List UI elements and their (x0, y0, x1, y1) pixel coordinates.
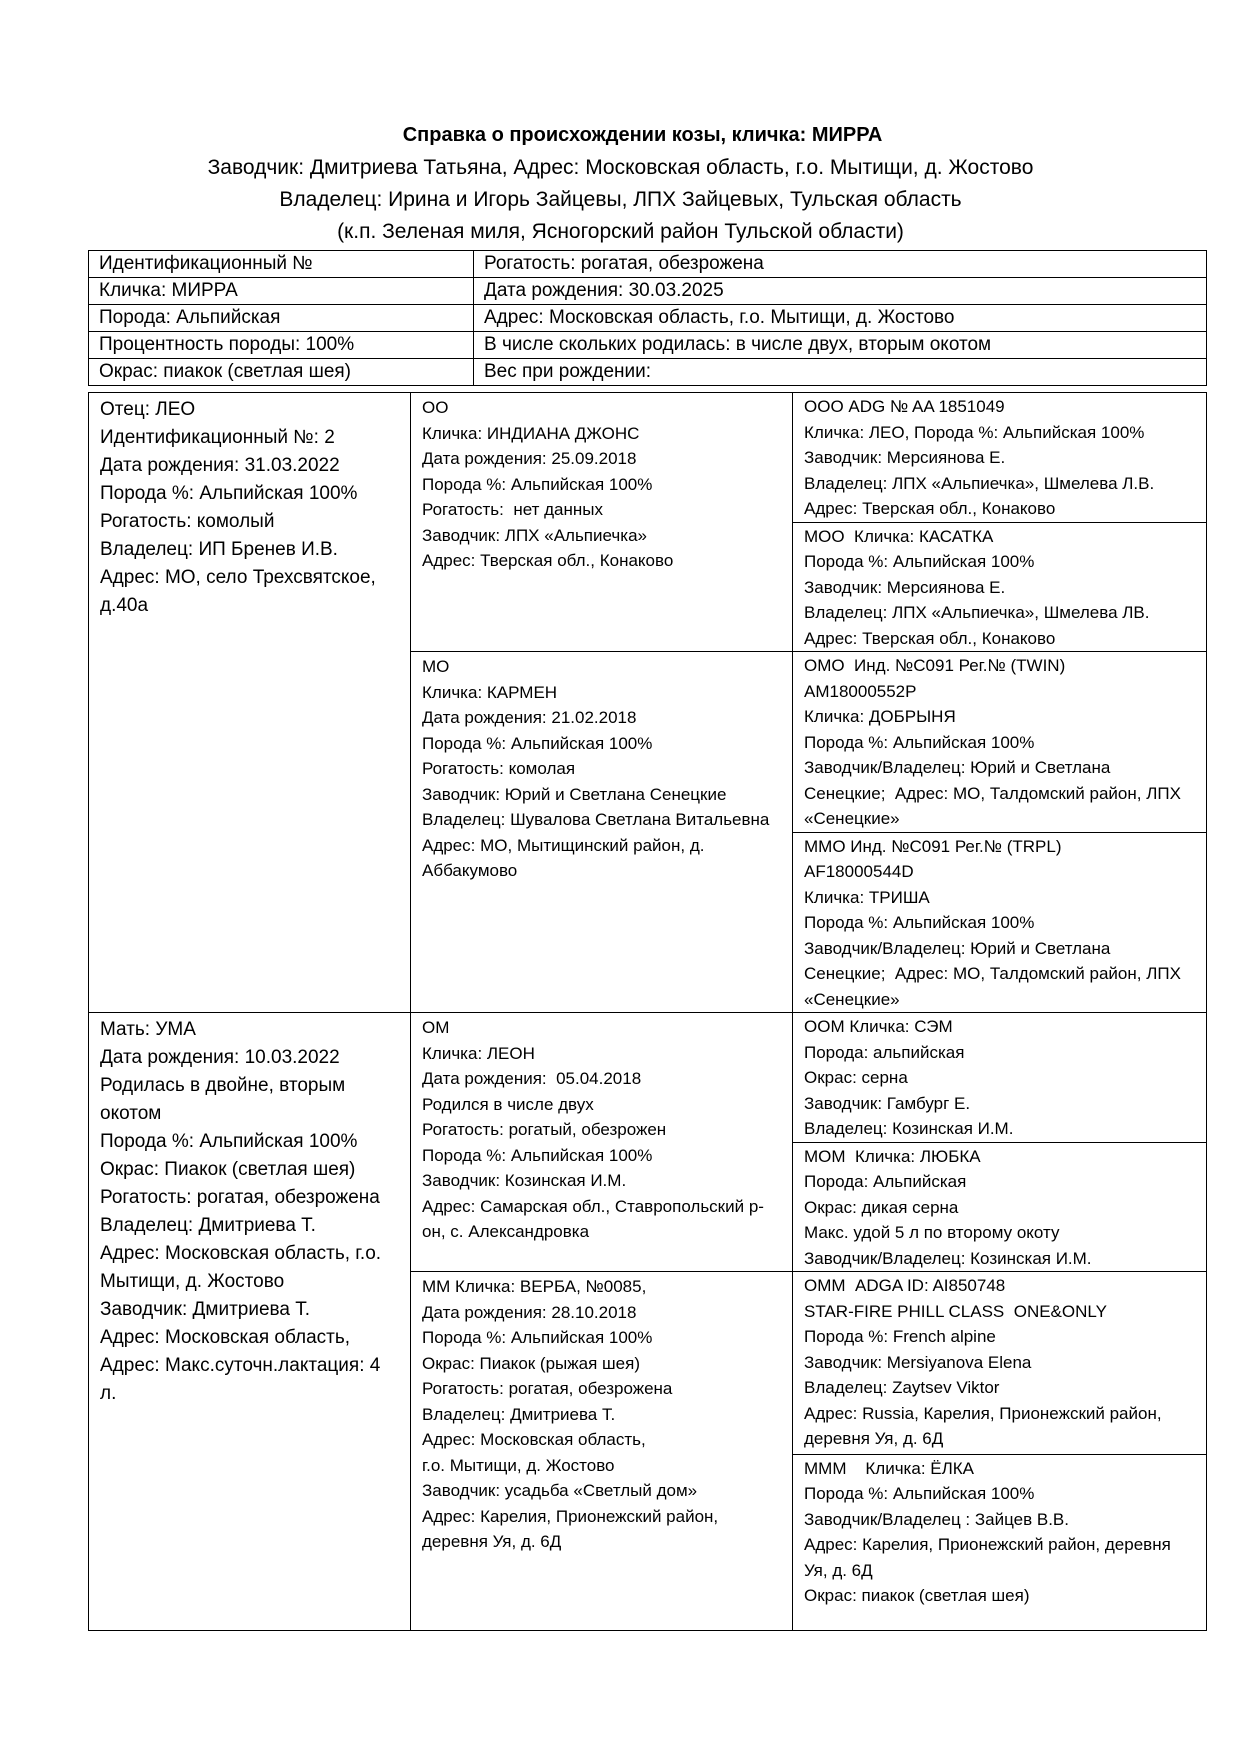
pedigree-line: Рогатость: нет данных (422, 500, 603, 519)
pedigree-line: Отец: ЛЕО (100, 399, 196, 420)
info-cell: Идентификационный № (89, 251, 474, 278)
pedigree-line: Порода %: Альпийская 100% (804, 913, 1035, 932)
moo-cell (793, 522, 1207, 652)
info-cell: Адрес: Московская область, г.о. Мытищи, д. Жостово (474, 305, 1207, 332)
pedigree-line: Адрес: Тверская обл., Конаково (804, 628, 1056, 648)
pedigree-line: г.о. Мытищи, д. Жостово (422, 1455, 615, 1475)
pedigree-line: Владелец: ИП Бренев И.В. (100, 539, 338, 560)
pedigree-line: Порода: альпийская (804, 1042, 965, 1062)
pedigree-line: Порода %: Альпийская 100% (100, 1131, 358, 1152)
pedigree-line: Порода: Альпийская (804, 1172, 967, 1191)
pedigree-line: Заводчик/Владелец: Юрий и Светлана Сенецкие; Адрес: МО, Талдомский район, ЛПХ «Сенецкие» (804, 758, 1186, 828)
pedigree-line: Порода %: Альпийская 100% (100, 483, 358, 504)
pedigree-line: Родилась в двойне, вторым окотом (100, 1075, 351, 1124)
pedigree-line: Адрес: Московская область, г.о. Мытищи, д. Жостово (100, 1243, 387, 1292)
pedigree-line: Макс. удой 5 л по второму окоту (804, 1223, 1060, 1242)
pedigree-line: Дата рождения: 21.02.2018 (422, 708, 637, 727)
pedigree-line: Порода %: Альпийская 100% (804, 732, 1035, 752)
table-row (89, 278, 1207, 305)
pedigree-line: Порода %: Альпийская 100% (422, 1328, 653, 1347)
table-row (89, 305, 1207, 332)
pedigree-line: Адрес: Тверская обл., Конаково (804, 499, 1056, 518)
pedigree-line: Идентификационный №: 2 (100, 427, 335, 448)
mom-cell (793, 1142, 1207, 1272)
pedigree-line: Заводчик: Козинская И.М. (422, 1171, 627, 1190)
pedigree-line: ММ Кличка: ВЕРБА, №0085, (422, 1277, 647, 1296)
pedigree-line: Заводчик: Мерсиянова Е. (804, 577, 1006, 597)
pedigree-line: Окрас: дикая серна (804, 1197, 959, 1217)
pedigree-line: ООО ADG № AA 1851049 (804, 397, 1005, 416)
info-cell: Дата рождения: 30.03.2025 (474, 278, 1207, 305)
pedigree-line: Заводчик/Владелец: Юрий и Светлана Сенецкие; Адрес: МО, Талдомский район, ЛПХ «Сенецкие» (804, 938, 1186, 1009)
pedigree-line: Окрас: Пиакок (рыжая шея) (422, 1353, 640, 1373)
pedigree-line: Дата рождения: 31.03.2022 (100, 455, 340, 476)
pedigree-line: Адрес: МО, село Трехсвятское, д.40а (100, 567, 382, 616)
mmo-cell (793, 832, 1207, 1013)
pedigree-line: Окрас: пиакок (светлая шея) (804, 1586, 1030, 1606)
pedigree-line: Кличка: ЛЕО, Порода %: Альпийская 100% (804, 422, 1145, 442)
pedigree-line: Адрес: Тверская обл., Конаково (422, 551, 674, 570)
pedigree-line: Рогатость: рогатый, обезрожен (422, 1120, 667, 1139)
pedigree-line: Владелец: Zaytsev Viktor (804, 1378, 1000, 1397)
pedigree-line: Рогатость: комолый (100, 511, 275, 532)
sire-dam-cell (411, 652, 793, 1013)
pedigree-line: Заводчик: Гамбург Е. (804, 1093, 971, 1113)
owner-line: Владелец: Ирина и Игорь Зайцевы, ЛПХ Зайцевых, Тульская область (279, 188, 962, 211)
dam-sire-cell (411, 1013, 793, 1272)
pedigree-line: Родился в числе двух (422, 1094, 594, 1114)
pedigree-line: Заводчик/Владелец: Козинская И.М. (804, 1248, 1092, 1268)
pedigree-line: МОМ Кличка: ЛЮБКА (804, 1146, 981, 1166)
mmm-cell (793, 1454, 1207, 1630)
sire-cell (89, 393, 411, 1013)
document-header (0, 118, 1241, 248)
table-row (89, 359, 1207, 386)
breeder-line: Заводчик: Дмитриева Татьяна, Адрес: Московская область, г.о. Мытищи, д. Жостово (207, 156, 1034, 179)
sire-sire-cell (411, 393, 793, 652)
pedigree-line: Кличка: ИНДИАНА ДЖОНС (422, 423, 640, 443)
pedigree-line: Дата рождения: 10.03.2022 (100, 1047, 340, 1068)
pedigree-line: Заводчик: Юрий и Светлана Сенецкие (422, 784, 727, 804)
pedigree-line: Адрес: Московская область, (422, 1430, 646, 1449)
table-row (89, 332, 1207, 359)
pedigree-line: Владелец: ЛПХ «Альпиечка», Шмелева ЛВ. (804, 603, 1150, 622)
pedigree-line: Владелец: Дмитриева Т. (422, 1404, 616, 1424)
oom-cell (793, 1013, 1207, 1143)
pedigree-line: Заводчик/Владелец : Зайцев В.В. (804, 1509, 1069, 1529)
pedigree-line: Заводчик: Мерсиянова Е. (804, 448, 1006, 467)
pedigree-line: Окрас: серна (804, 1068, 908, 1087)
pedigree-line: Дата рождения: 25.09.2018 (422, 449, 637, 468)
pedigree-line: Порода %: Альпийская 100% (422, 733, 653, 753)
pedigree-line: Окрас: Пиакок (светлая шея) (100, 1159, 356, 1180)
pedigree-line: Кличка: КАРМЕН (422, 682, 558, 702)
pedigree-line: Заводчик: ЛПХ «Альпиечка» (422, 525, 647, 545)
pedigree-line: ММО Инд. №С091 Рег.№ (TRPL) (804, 836, 1062, 856)
info-cell: Рогатость: рогатая, обезрожена (474, 251, 1207, 278)
pedigree-line: Адрес: Макс.суточн.лактация: 4 л. (100, 1355, 386, 1404)
document-title: Справка о происхождении козы, кличка: МИРРА (402, 124, 883, 146)
pedigree-line: ОММ ADGA ID: AI850748 (804, 1276, 1006, 1295)
pedigree-line: Мать: УМА (100, 1019, 196, 1040)
pedigree-line: Заводчик: усадьба «Светлый дом» (422, 1481, 698, 1500)
pedigree-line: Адрес: Самарская обл., Ставропольский р-он, с. Александровка (422, 1196, 764, 1241)
pedigree-line: Кличка: ТРИША (804, 887, 930, 907)
dam-cell (89, 1013, 411, 1631)
pedigree-line: AF18000544D (804, 862, 914, 881)
pedigree-line: Владелец: Дмитриева Т. (100, 1215, 316, 1236)
pedigree-line: ОО (422, 398, 449, 417)
pedigree-line: Адрес: Russia, Карелия, Прионежский район, деревня Уя, д. 6Д (804, 1403, 1167, 1448)
pedigree-line: Адрес: Московская область, (100, 1327, 351, 1348)
pedigree-line: МО (422, 657, 450, 676)
info-table (88, 250, 1207, 386)
info-cell: В числе скольких родилась: в числе двух, вторым окотом (474, 332, 1207, 359)
omm-cell (793, 1272, 1207, 1455)
pedigree-line: Кличка: ЛЕОН (422, 1043, 535, 1063)
pedigree-line: МОО Кличка: КАСАТКА (804, 526, 994, 546)
pedigree-line: Заводчик: Mersiyanova Elena (804, 1352, 1032, 1372)
pedigree-table (88, 392, 1207, 1631)
pedigree-line: Порода %: Альпийская 100% (804, 1484, 1035, 1504)
pedigree-line: Дата рождения: 05.04.2018 (422, 1069, 642, 1088)
owner-location-line: (к.п. Зеленая миля, Ясногорский район Тульской области) (337, 220, 904, 243)
pedigree-line: Владелец: Шувалова Светлана Витальевна (422, 810, 770, 829)
table-row (89, 251, 1207, 278)
pedigree-line: Порода %: Альпийская 100% (804, 552, 1035, 571)
info-cell: Окрас: пиакок (светлая шея) (89, 359, 474, 386)
pedigree-line: Рогатость: рогатая, обезрожена (100, 1187, 380, 1208)
info-cell: Кличка: МИРРА (89, 278, 474, 305)
pedigree-line: ОМ (422, 1018, 450, 1037)
pedigree-line: Порода %: French alpine (804, 1327, 996, 1346)
pedigree-line: МММ Кличка: ЁЛКА (804, 1458, 975, 1478)
pedigree-line: Кличка: ДОБРЫНЯ (804, 707, 956, 726)
omo-cell (793, 652, 1207, 833)
pedigree-line: ООМ Кличка: СЭМ (804, 1017, 953, 1036)
pedigree-line: Адрес: МО, Мытищинский район, д. Аббакумово (422, 835, 710, 880)
pedigree-line: Порода %: Альпийская 100% (422, 474, 653, 494)
dam-dam-cell (411, 1272, 793, 1631)
pedigree-line: ОМО Инд. №С091 Рег.№ (TWIN) (804, 656, 1066, 675)
pedigree-line: Владелец: Козинская И.М. (804, 1119, 1014, 1138)
pedigree-line: AM18000552P (804, 681, 917, 701)
info-cell: Процентность породы: 100% (89, 332, 474, 359)
pedigree-line: Рогатость: комолая (422, 759, 576, 778)
pedigree-line: Дата рождения: 28.10.2018 (422, 1302, 637, 1322)
pedigree-line: Рогатость: рогатая, обезрожена (422, 1379, 673, 1398)
pedigree-line: STAR-FIRE PHILL CLASS ONE&ONLY (804, 1301, 1107, 1321)
info-cell: Вес при рождении: (474, 359, 1207, 386)
pedigree-line: Адрес: Карелия, Прионежский район, деревня Уя, д. 6Д (422, 1506, 723, 1551)
ooo-cell (793, 393, 1207, 523)
pedigree-line: Заводчик: Дмитриева Т. (100, 1299, 311, 1320)
pedigree-line: Порода %: Альпийская 100% (422, 1145, 653, 1165)
pedigree-line: Адрес: Карелия, Прионежский район, деревня Уя, д. 6Д (804, 1535, 1176, 1580)
info-cell: Порода: Альпийская (89, 305, 474, 332)
pedigree-line: Владелец: ЛПХ «Альпиечка», Шмелева Л.В. (804, 473, 1155, 493)
